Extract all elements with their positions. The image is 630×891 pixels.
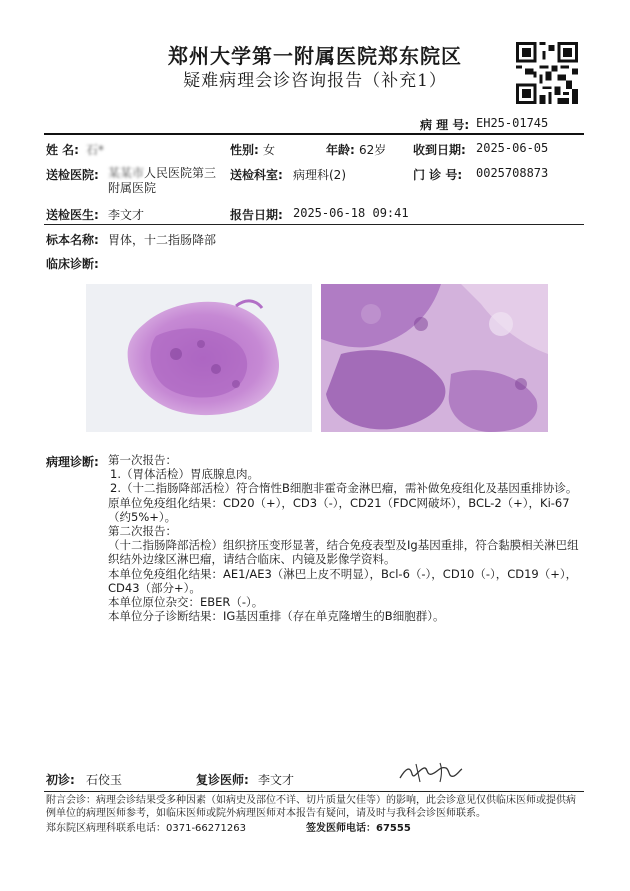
diagnosis-line: 本单位免疫组化结果：AE1/AE3（淋巴上皮不明显），Bcl-6（-），CD10（-），CD19（+），CD43（部分+）。: [108, 566, 578, 595]
sign-phone: [306, 822, 411, 835]
gender-value: 女: [263, 143, 276, 157]
handwritten-signature-icon: [396, 760, 466, 786]
diagnosis-line: 本单位原位杂交：EBER（-）。: [108, 595, 264, 610]
report-date-value: 2025-06-18 09:41: [293, 206, 409, 220]
doctor-label: 送检医生:: [46, 208, 99, 222]
histology-image-high-power: [321, 284, 548, 432]
hospital-value-text: 人民医院第三附属医院: [108, 166, 217, 195]
histology-image-low-power: [86, 284, 312, 432]
qr-code-icon: [516, 42, 578, 104]
diagnosis-line: 2.（十二指肠降部活检）符合惰性B细胞非霍奇金淋巴瘤，需补做免疫组化及基因重排协诊。: [110, 481, 578, 496]
hospital-label: 送检医院:: [46, 168, 99, 182]
diagnosis-line: 原单位免疫组化结果：CD20（+），CD3（-），CD21（FDC网破坏），BCL-2（+），Ki-67（约5%+）。: [108, 495, 570, 524]
received-date-value: 2025-06-05: [476, 141, 549, 155]
info-divider: [44, 224, 584, 225]
age-value: 62岁: [359, 143, 387, 157]
review-value: 李文才: [258, 773, 295, 787]
name-label: 姓 名:: [46, 143, 79, 157]
diagnosis-line: 第一次报告：: [108, 453, 177, 467]
initial-label: 初诊:: [46, 773, 75, 787]
received-date-label: 收到日期:: [413, 143, 466, 157]
pathology-no-value: EH25-01745: [476, 116, 549, 130]
doctor-value: 李文才: [108, 208, 145, 222]
review-label: 复诊医师:: [196, 773, 249, 787]
sign-phone-value: 67555: [376, 823, 411, 834]
diagnosis-label: 病理诊断:: [46, 455, 99, 469]
outpatient-label: 门 诊 号:: [413, 168, 463, 182]
footer-divider: [44, 791, 584, 792]
hospital-name: 郑州大学第一附属医院郑东院区: [168, 44, 462, 68]
footer-note: 附言会诊：病理会诊结果受多种因素（如病史及部位不详、切片质量欠佳等）的影响，此会诊意见仅供临床医师或提供病例单位的病理医师参考，如临床医师或院外病理医师对本报告有疑问，请及时与我科会诊医师联系。: [46, 795, 576, 819]
diagnosis-text: [108, 453, 584, 623]
age-label: 年龄:: [326, 143, 355, 157]
diagnosis-line: 本单位分子诊断结果：IG基因重排（存在单克隆增生的B细胞群）。: [108, 609, 445, 624]
diagnosis-line: （十二指肠降部活检）组织挤压变形显著，结合免疫表型及Ig基因重排，符合黏膜相关淋巴组织结外边缘区淋巴瘤，请结合临床、内镜及影像学资料。: [108, 538, 579, 567]
report-title: 疑难病理会诊咨询报告（补充1）: [183, 71, 447, 91]
report-date-label: 报告日期:: [230, 208, 283, 222]
name-value: 石*: [86, 143, 105, 157]
footer-phone: [46, 822, 246, 835]
specimen-value: 胃体，十二指肠降部: [108, 233, 217, 247]
clinical-label: 临床诊断:: [46, 257, 99, 271]
header-divider: [44, 133, 584, 135]
sign-phone-label: 签发医师电话：: [306, 823, 376, 834]
phone-label: 郑东院区病理科联系电话：: [46, 823, 166, 834]
diagnosis-line: 第二次报告：: [108, 524, 177, 539]
phone-value: 0371-66271263: [166, 823, 246, 834]
specimen-label: 标本名称:: [46, 233, 99, 247]
dept-value: 病理科(2): [293, 168, 346, 182]
pathology-no-label: 病 理 号:: [420, 118, 470, 132]
hospital-value: [108, 166, 224, 196]
diagnosis-line: 1.（胃体活检）胃底腺息肉。: [110, 467, 259, 482]
dept-label: 送检科室:: [230, 168, 283, 182]
initial-value: 石佼玉: [86, 773, 123, 787]
gender-label: 性别:: [230, 143, 259, 157]
hospital-value-redacted: 某某市: [108, 166, 145, 180]
outpatient-value: 0025708873: [476, 166, 549, 180]
